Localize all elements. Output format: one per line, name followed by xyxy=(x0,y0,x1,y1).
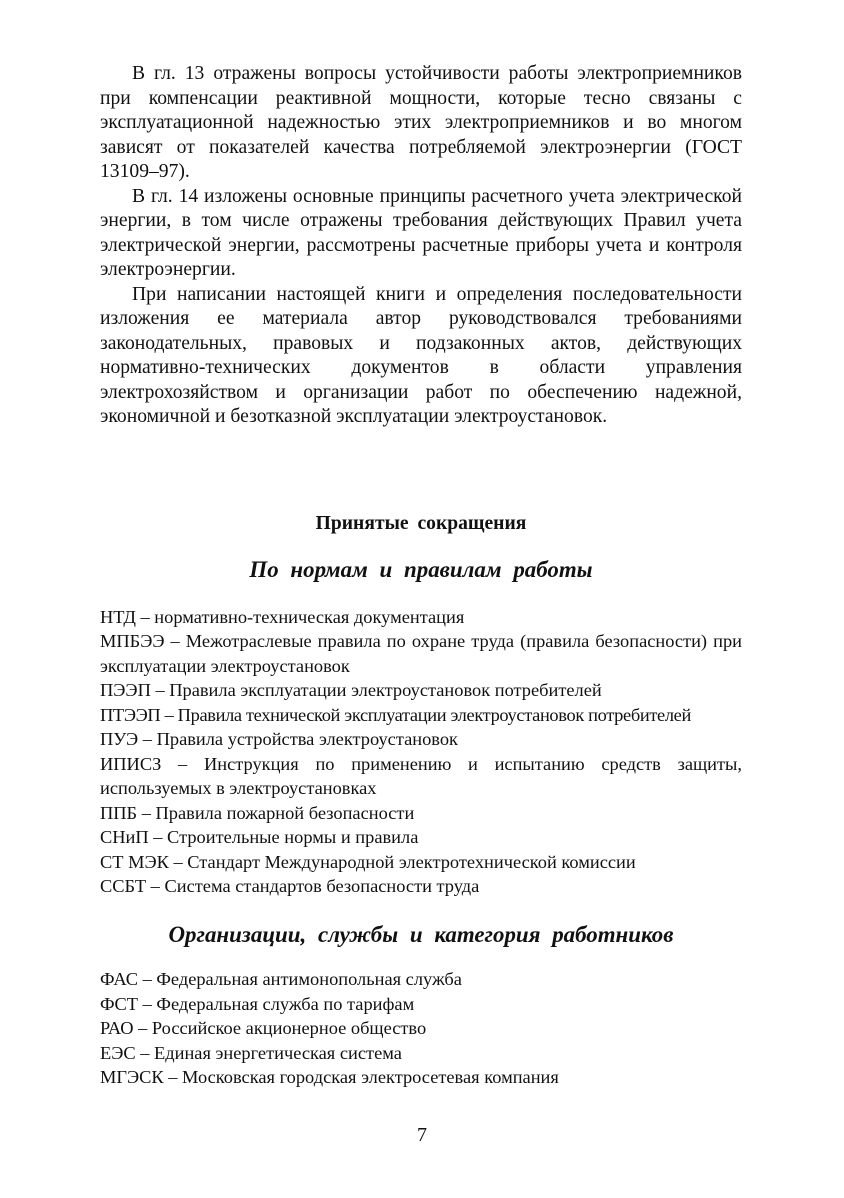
abbreviation-item: РАО – Российское акционерное общество xyxy=(100,1018,427,1038)
abbreviation-item: СНиП – Строительные нормы и правила xyxy=(100,827,419,847)
page-body xyxy=(100,62,742,1090)
abbreviation-item: МПБЭЭ – Межотраслевые правила по охране труда (правила безопасности) при эксплуатации электроустановок xyxy=(100,631,742,676)
section-title: Принятые сокращения xyxy=(315,512,527,534)
abbreviation-item: ССБТ – Система стандартов безопасности труда xyxy=(100,876,480,896)
abbreviation-item: ППБ – Правила пожарной безопасности xyxy=(100,802,415,823)
page-number: 7 xyxy=(417,1124,427,1146)
abbreviation-item: ПЭЭП – Правила эксплуатации электроустановок потребителей xyxy=(100,680,602,700)
subsection-heading: По нормам и правилам работы xyxy=(249,557,593,582)
abbreviation-item: МГЭСК – Московская городская электросетевая компания xyxy=(100,1067,559,1087)
body-paragraph: В гл. 14 изложены основные принципы расчетного учета электрической энергии, в том числе отражены требования действующих Правил учета электрической энергии, рассмотрены расчетные приборы учета и контроля электроэнергии. xyxy=(100,185,742,280)
abbreviation-item: ПТЭЭП – Правила технической эксплуатации электроустановок потребителей xyxy=(100,704,691,725)
abbreviation-item: ФСТ – Федеральная служба по тарифам xyxy=(100,993,415,1014)
abbreviation-list xyxy=(100,605,742,899)
abbreviation-item: ЕЭС – Единая энергетическая система xyxy=(100,1042,402,1063)
body-paragraph: При написании настоящей книги и определения последовательности изложения ее материала автор руководствовался требованиями законодательных, правовых и подзаконных актов, действующих нормативно-технических документов в области управления электрохозяйством и организации работ по обеспечению надежной, экономичной и безотказной эксплуатации электроустановок. xyxy=(100,283,742,427)
abbreviation-item: ПУЭ – Правила устройства электроустановок xyxy=(100,729,458,749)
abbreviation-list xyxy=(100,967,742,1090)
subsection-heading: Организации, службы и категория работников xyxy=(168,921,674,947)
abbreviation-item: НТД – нормативно-техническая документация xyxy=(100,606,465,627)
body-paragraph: В гл. 13 отражены вопросы устойчивости работы электроприемников при компенсации реактивной мощности, которые тесно связаны с эксплуатационной надежностью этих электроприемников и во многом зависят от показателей качества потребляемой электроэнергии (ГОСТ 13109–97). xyxy=(100,63,742,182)
abbreviation-item: ИПИСЗ – Инструкция по применению и испытанию средств защиты, используемых в электроустановках xyxy=(100,753,742,798)
abbreviation-item: СТ МЭК – Стандарт Международной электротехнической комиссии xyxy=(100,851,636,872)
abbreviation-item: ФАС – Федеральная антимонопольная служба xyxy=(100,969,462,989)
